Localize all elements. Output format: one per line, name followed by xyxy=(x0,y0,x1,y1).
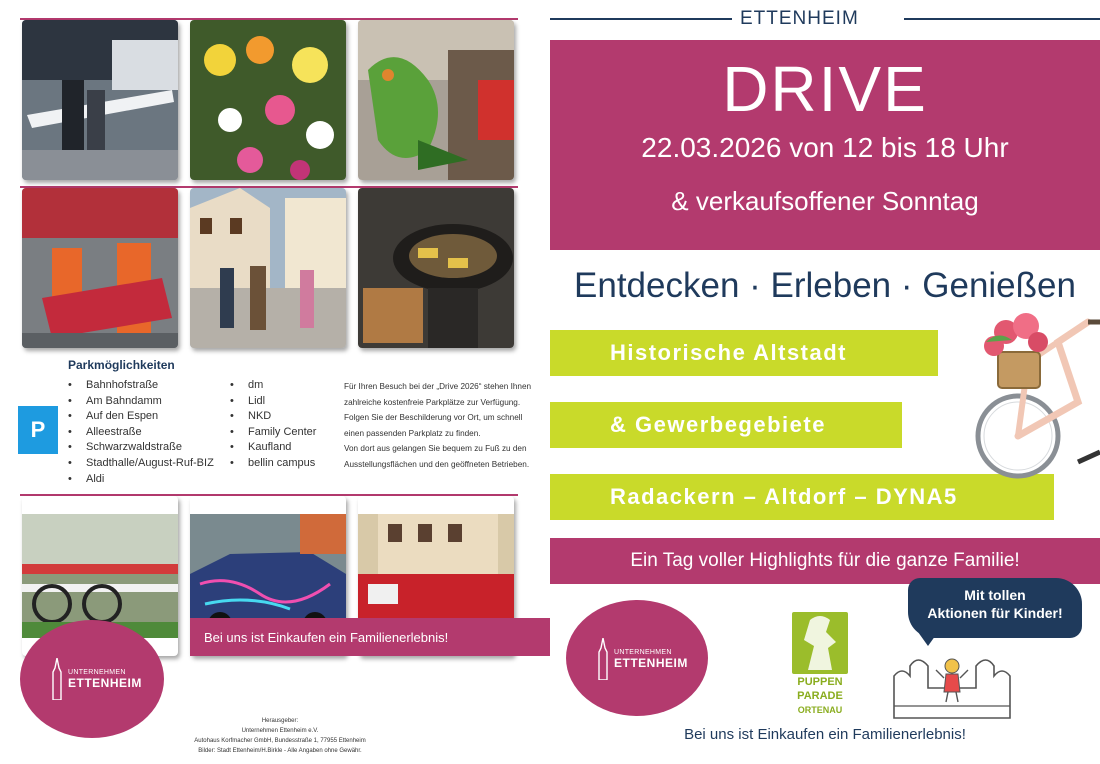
unternehmen-logo-circle xyxy=(20,620,164,738)
imprint-line: Autohaus Korfmacher GmbH, Bundesstraße 1, 77955 Ettenheim xyxy=(194,738,366,744)
brand-title: ETTENHEIM xyxy=(740,8,859,29)
puppen-line: PUPPEN xyxy=(797,676,843,688)
parking-info-line: zahlreiche kostenfreie Parkplätze zur Verfügung. xyxy=(344,397,521,407)
church-tower-icon xyxy=(50,658,64,700)
old-town-street-photo xyxy=(190,188,346,348)
parking-location: • Auf den Espen xyxy=(68,409,214,425)
parking-location: • dm xyxy=(230,378,316,394)
parking-info-line: Für Ihren Besuch bei der „Drive 2026“ stehen Ihnen xyxy=(344,382,532,391)
parking-info-line: Von dort aus gelangen Sie bequem zu Fuß zu den xyxy=(344,444,527,454)
logo-wordmark xyxy=(596,638,688,680)
dragon-parade-photo xyxy=(358,20,514,180)
hero-banner xyxy=(550,40,1100,250)
family-slogan-band: Bei uns ist Einkaufen ein Familienerlebnis! xyxy=(190,618,550,656)
puppen-line: ORTENAU xyxy=(797,705,843,715)
parking-info-line: einen passenden Parkplatz zu finden. xyxy=(344,428,481,438)
event-subtitle: & verkaufsoffener Sonntag xyxy=(671,186,979,216)
event-date: 22.03.2026 von 12 bis 18 Uhr xyxy=(641,132,1009,163)
unternehmen-logo-circle xyxy=(566,600,708,716)
bouncy-castle-illustration xyxy=(888,648,1016,724)
footer-slogan: Bei uns ist Einkaufen ein Familienerlebnis! xyxy=(684,726,966,743)
kids-activities-bubble xyxy=(908,578,1082,638)
parking-title: Parkmöglichkeiten xyxy=(68,358,175,372)
parking-location: • bellin campus xyxy=(230,456,316,472)
parking-sign-icon: P xyxy=(18,406,58,454)
brand-line-right xyxy=(904,18,1100,20)
parking-location: • NKD xyxy=(230,409,316,425)
imprint-line: Bilder: Stadt Ettenheim/H.Birkle - Alle Angaben ohne Gewähr. xyxy=(198,748,362,754)
highlight-bar-radackern: Radackern – Altdorf – DYNA5 xyxy=(550,474,1054,520)
event-title: DRIVE xyxy=(722,53,928,125)
imprint-line: Unternehmen Ettenheim e.V. xyxy=(241,728,319,734)
parking-location: • Kaufland xyxy=(230,440,316,456)
grill-photo xyxy=(358,188,514,348)
highlight-bar-gewerbe: & Gewerbegebiete xyxy=(550,402,902,448)
bubble-tail xyxy=(918,632,938,646)
highlights-band: Ein Tag voller Highlights für die ganze Familie! xyxy=(550,538,1100,584)
flowers-photo xyxy=(190,20,346,180)
parking-location: • Am Bahndamm xyxy=(68,394,214,410)
brand-line-left xyxy=(550,18,732,20)
parking-list-b xyxy=(230,378,316,472)
parking-info-text xyxy=(344,379,534,473)
airplane-photo xyxy=(22,20,178,180)
logo-wordmark xyxy=(50,658,142,700)
parking-location: • Alleestraße xyxy=(68,425,214,441)
puppet-figure-icon xyxy=(792,612,848,674)
parking-location: • Schwarzwaldstraße xyxy=(68,440,214,456)
tagline: Entdecken · Erleben · Genießen xyxy=(574,266,1076,305)
parking-info-line: Folgen Sie der Beschilderung vor Ort, um schnell xyxy=(344,413,523,423)
bubble-line: Mit tollen xyxy=(964,587,1026,603)
puppen-parade-logo xyxy=(790,612,850,716)
logo-small-text: UNTERNEHMEN xyxy=(614,648,672,656)
fire-rescue-photo xyxy=(22,188,178,348)
puppen-line: PARADE xyxy=(797,690,843,702)
bubble-line: Aktionen für Kinder! xyxy=(927,605,1063,621)
imprint xyxy=(180,716,380,756)
church-tower-icon xyxy=(596,638,610,680)
parking-location: • Bahnhofstraße xyxy=(68,378,214,394)
logo-big-text: ETTENHEIM xyxy=(614,655,688,670)
parking-info-line: Ausstellungsflächen und den geöffneten Betrieben. xyxy=(344,459,530,469)
parking-list-a xyxy=(68,378,214,487)
imprint-line: Herausgeber: xyxy=(261,718,299,724)
logo-big-text: ETTENHEIM xyxy=(68,675,142,690)
parking-location: • Family Center xyxy=(230,425,316,441)
parking-location: • Stadthalle/August-Ruf-BIZ xyxy=(68,456,214,472)
bicycle-illustration xyxy=(968,302,1100,486)
highlight-bar-altstadt: Historische Altstadt xyxy=(550,330,938,376)
parking-location: • Aldi xyxy=(68,472,214,488)
logo-small-text: UNTERNEHMEN xyxy=(68,668,126,676)
parking-location: • Lidl xyxy=(230,394,316,410)
